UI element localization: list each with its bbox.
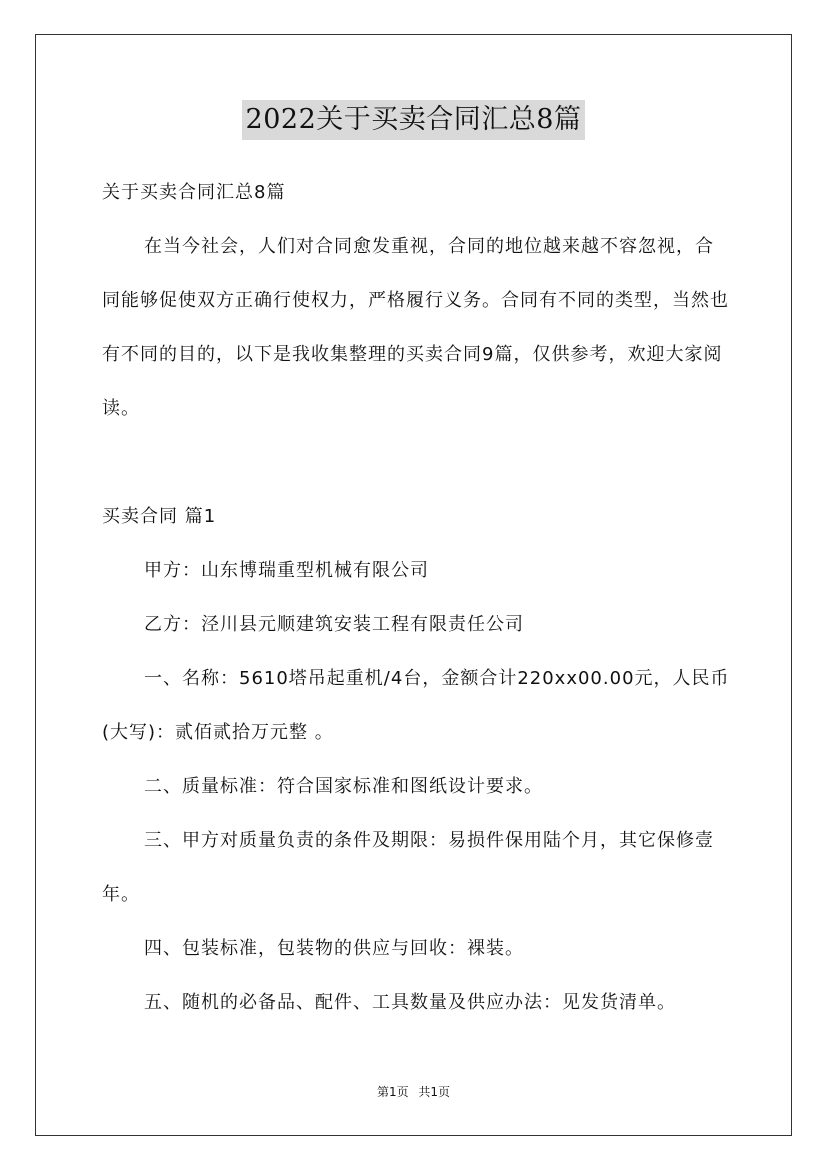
intro-paragraph: 在当今社会，人们对合同愈发重视，合同的地位越来越不容忽视，合同能够促使双方正确行使权力，严格履行义务。合同有不同的类型，当然也有不同的目的，以下是我收集整理的买卖合同9篇，仅供参考，欢迎大家阅读。 [102,236,729,419]
clause-4: 四、包装标准，包装物的供应与回收：裸装。 [144,938,524,959]
page-footer [0,1083,827,1100]
document-body [102,166,732,1030]
clause-5: 五、随机的必备品、配件、工具数量及供应办法：见发货清单。 [144,992,676,1013]
title-wrap [0,100,827,140]
clause-1: 一、名称：5610塔吊起重机/4台，金额合计220xx00.00元，人民币(大写)：贰佰贰拾万元整 。 [102,668,730,743]
section-heading: 买卖合同 篇1 [102,506,217,527]
spacer [102,436,732,490]
party-b: 乙方：泾川县元顺建筑安装工程有限责任公司 [144,614,524,635]
page-total: 共1页 [418,1085,451,1099]
party-a: 甲方：山东博瑞重型机械有限公司 [144,560,429,581]
page-number: 第1页 [376,1085,409,1099]
clause-3: 三、甲方对质量负责的条件及期限：易损件保用陆个月，其它保修壹年。 [102,830,714,905]
document-title: 2022关于买卖合同汇总8篇 [242,100,586,140]
clause-2: 二、质量标准：符合国家标准和图纸设计要求。 [144,776,543,797]
document-subtitle: 关于买卖合同汇总8篇 [102,182,286,203]
